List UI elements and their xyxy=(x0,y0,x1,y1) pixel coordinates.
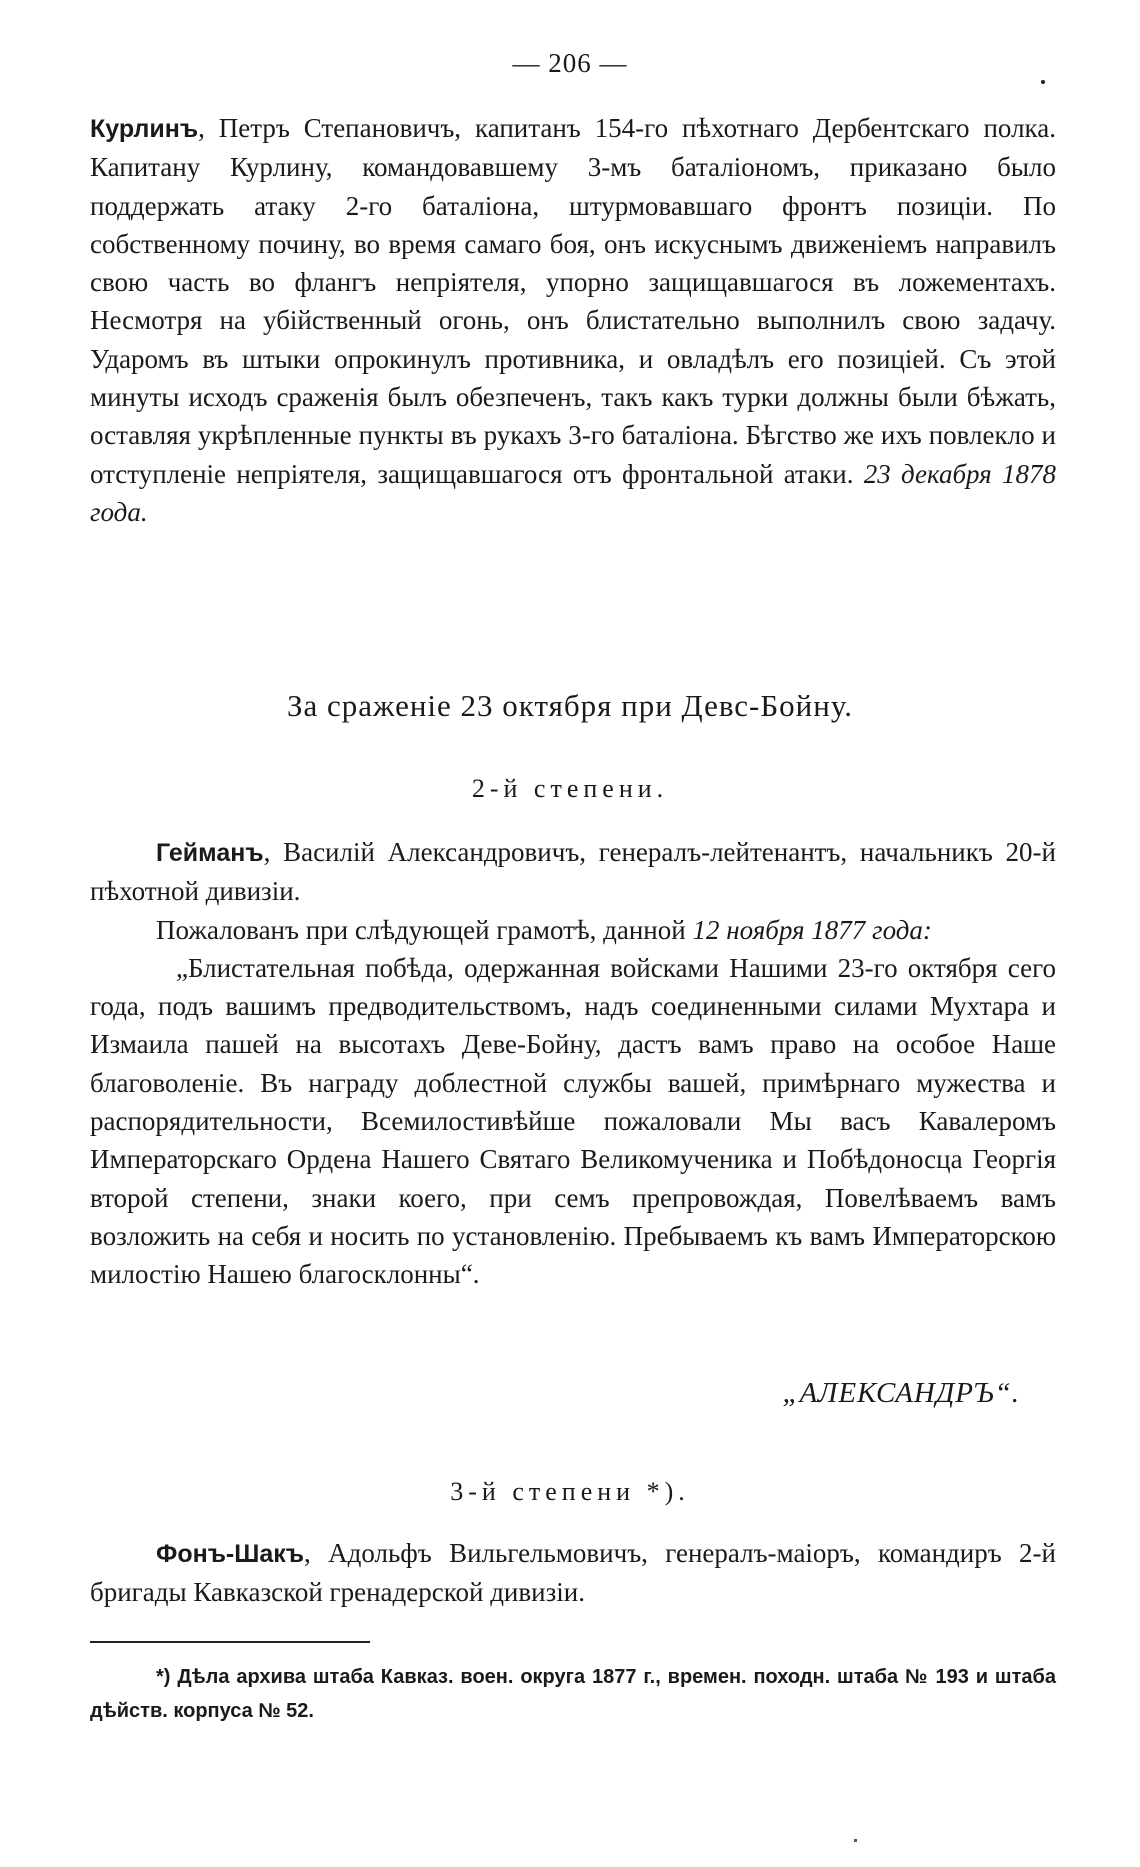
entry-kurlin-paragraph xyxy=(90,109,1056,531)
grant-date: 12 ноября 1877 года: xyxy=(692,914,932,945)
entry-kurlin-text: , Петръ Степановичъ, капитанъ 154-го пѣхотнаго Дербентскаго полка. Капитану Курлину, командовавшему 3-мъ баталіономъ, приказано было поддержать атаку 2-го баталіона, штурмовавшаго фронтъ позиціи. По собственному почину, во время самаго боя, онъ искуснымъ движеніемъ направилъ свою часть во флангъ непріятеля, упорно защищавшагося въ ложементахъ. Несмотря на убійственный огонь, онъ блистательно выполнилъ свою задачу. Ударомъ въ штыки опрокинулъ противника, и овладѣлъ его позиціей. Съ этой минуты исходъ сраженія былъ обезпеченъ, такъ какъ турки должны были бѣжать, оставляя укрѣпленные пункты въ рукахъ 3-го баталіона. Бѣгство же ихъ повлекло и отступленіе непріятеля, защищавшагося отъ фронтальной атаки. xyxy=(90,113,1056,489)
degree-2-heading: 2-й степени. xyxy=(471,774,669,803)
entry-geyman-name: Гейманъ xyxy=(156,839,264,867)
entry-geyman-paragraph xyxy=(90,833,1056,911)
entry-kurlin-name: Курлинъ xyxy=(90,115,199,143)
footnote xyxy=(90,1660,1056,1728)
degree-3-heading: 3-й степени *). xyxy=(450,1477,690,1506)
section-heading: За сраженіе 23 октября при Девс-Бойну. xyxy=(287,688,853,723)
entry-geyman-grant xyxy=(90,911,1056,949)
entry-fonshak-name: Фонъ-Шакъ xyxy=(156,1540,305,1568)
footnote-divider xyxy=(90,1641,370,1643)
grant-intro: Пожалованъ при слѣдующей грамотѣ, данной xyxy=(156,914,686,945)
footnote-text: *) Дѣла архива штаба Кавказ. воен. округа 1877 г., времен. походн. штаба № 193 и штаба дѣйств. корпуса № 52. xyxy=(90,1666,1056,1722)
signature: „АЛЕКСАНДРЪ“. xyxy=(782,1377,1020,1409)
entry-geyman-text: , Василій Александровичъ, генералъ-лейтенантъ, начальникъ 20-й пѣхотной дивизіи. xyxy=(90,837,1056,907)
entry-fonshak xyxy=(90,1534,1056,1612)
entry-kurlin-date: 23 декабря 1878 года. xyxy=(90,458,1056,527)
page-number: — 206 — xyxy=(512,48,628,78)
grant-letter: „Блистательная побѣда, одержанная войсками Нашими 23-го октября сего года, подъ вашимъ предводительствомъ, надъ соединенными силами Мухтара и Измаила пашей на высотахъ Деве-Бойну, дастъ вамъ право на особое Наше благоволеніе. Въ награду доблестной службы вашей, примѣрнаго мужества и распорядительности, Всемилостивѣйше пожаловали Мы васъ Кавалеромъ Императорскаго Ордена Нашего Святаго Великомученика и Побѣдоносца Георгія второй степени, знаки коего, при семъ препровождая, Повелѣваемъ вамъ возложить на себя и носить по установленію. Пребываемъ къ вамъ Императорскою милостію Нашею благосклонны“. xyxy=(90,952,1056,1290)
entry-geyman xyxy=(90,833,1056,1294)
entry-fonshak-text: , Адольфъ Вильгельмовичъ, генералъ-маіоръ, командиръ 2-й бригады Кавказской гренадерской дивизіи. xyxy=(90,1538,1056,1608)
entry-kurlin xyxy=(90,109,1056,531)
scan-speck xyxy=(1041,80,1045,84)
scan-speck-bottom xyxy=(854,1839,857,1842)
entry-fonshak-paragraph xyxy=(90,1534,1056,1612)
